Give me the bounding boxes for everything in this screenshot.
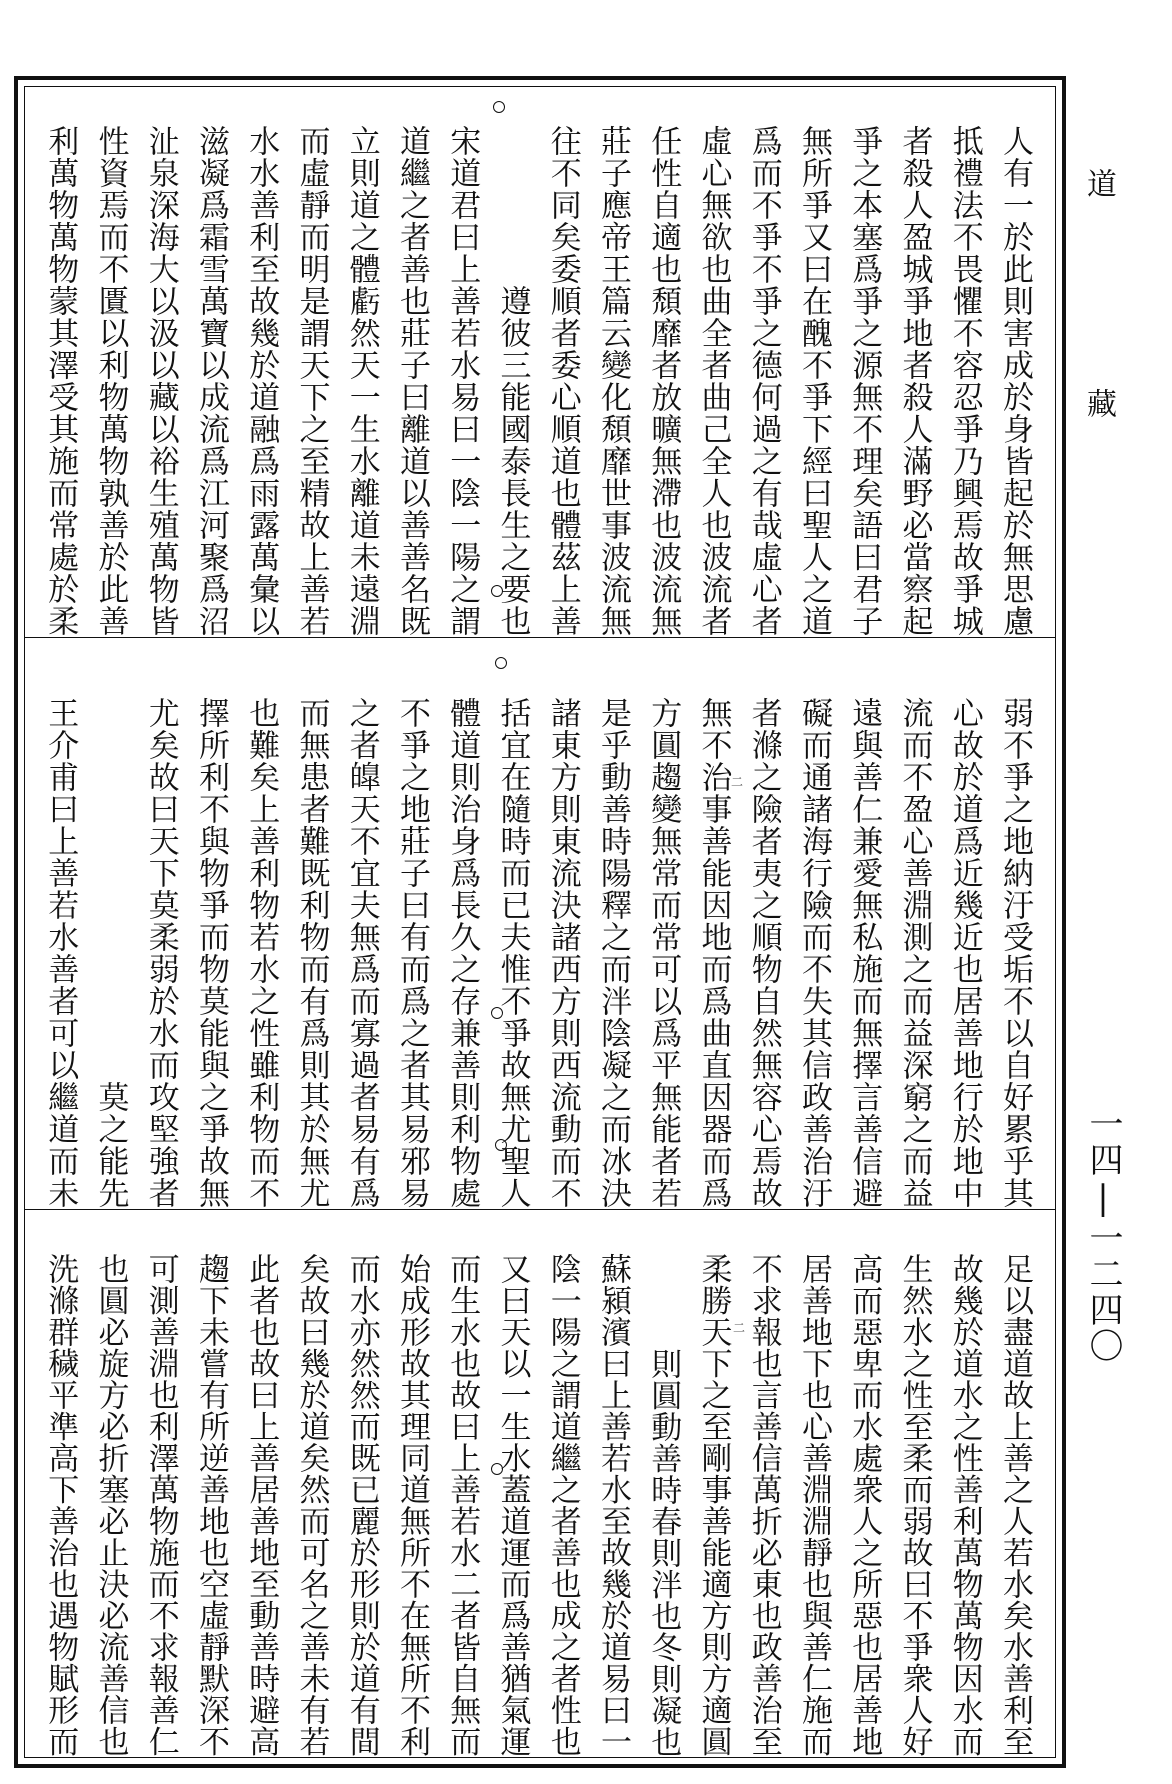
text-column: 性資焉而不匱以利物萬物孰善於此善 [92,125,129,637]
text-column: 諸東方則東流決諸西方則西流動而不 [544,697,581,1209]
text-column: 生然水之性至柔而弱故曰不爭衆人好 [896,1253,933,1757]
text-column: 爲而不爭不爭之德何過之有哉虛心者 [745,125,782,637]
text-column: 弱不爭之地納汙受垢不以自好累乎其 [997,697,1033,1209]
text-column: 人有一於此則害成於身皆起於無思慮 [997,125,1033,637]
section-circle [491,585,503,597]
text-column: 立則道之體虧然天一生水離道未遠淵 [343,125,380,637]
text-column: 道繼之者善也莊子曰離道以善善名既 [394,125,430,637]
text-column: 無不治事善能因地而爲曲直因器而爲 [695,697,732,1209]
section-circle [495,657,507,669]
text-column: 趨下未嘗有所逆善地也空虛靜默深不 [193,1253,229,1757]
text-column: 爭之本塞爲爭之源無不理矣語曰君子 [846,125,883,637]
section-circle [495,1139,507,1151]
text-column: 無所爭又曰在醜不爭下經曰聖人之道 [796,125,832,637]
text-column: 之者皥天不宜夫無爲而寡過者易有爲 [343,697,380,1209]
text-column: 洗滌群穢平準高下善治也遇物賦形而 [42,1253,79,1757]
text-column: 蘇潁濱曰上善若水至故幾於道易曰一 [595,1253,631,1757]
text-column: 而虛靜而明是謂天下之至精故上善若 [293,125,330,637]
text-column: 抵禮法不畏懼不容忍爭乃興焉故爭城 [946,125,983,637]
text-column: 體道則治身爲長久之存兼善則利物處 [444,697,481,1209]
section-circle [491,1007,503,1019]
text-column: 尤矣故曰天下莫柔弱於水而攻堅強者 [142,697,179,1209]
section-circle [491,1463,503,1475]
text-column: 利萬物萬物蒙其澤受其施而常處於柔 [42,125,79,637]
margin-page-number: 一四|一二四〇 [1083,1106,1123,1364]
text-column: 又曰天以一生水蓋道運而爲善猶氣運 [494,1253,531,1757]
text-column: 水水善利至故幾於道融爲雨露萬彙以 [243,125,280,637]
page-frame [14,76,1066,1768]
text-column: 也難矣上善利物若水之性雖利物而不 [243,697,280,1209]
text-column: 任性自適也頹靡者放曠無滯也波流無 [645,125,682,637]
text-column: 虛心無欲也曲全者曲己全人也波流者 [695,125,732,637]
text-column: 礙而通諸海行險而不失其信政善治汙 [796,697,832,1209]
text-column: 擇所利不與物爭而物莫能與之爭故無 [193,697,229,1209]
text-column: 括宜在隨時而已夫惟不爭故無尤聖人 [494,697,531,1209]
text-column: 而水亦然然而既已麗於形則於道有間 [343,1253,380,1757]
text-column: 心故於道爲近幾近也居善地行於地中 [946,697,983,1209]
text-column: 莫之能先 [92,1081,129,1209]
text-column: 王介甫曰上善若水善者可以繼道而未 [42,697,79,1209]
text-column: 沚泉深海大以汲以藏以裕生殖萬物皆 [142,125,179,637]
text-column: 高而惡卑而水處衆人之所惡也居善地 [846,1253,883,1757]
text-column: 滋凝爲霜雪萬寶以成流爲江河聚爲沼 [193,125,229,637]
text-column: 而無患者難既利物而有爲則其於無尤 [293,697,330,1209]
text-column: 始成形故其理同道無所不在無所不利 [394,1253,430,1757]
text-column: 陰一陽之謂道繼之者善也成之者性也 [544,1253,581,1757]
collation-mark: 二 [731,775,744,789]
text-column: 而生水也故曰上善若水二者皆自無而 [444,1253,481,1757]
text-column: 矣故曰幾於道矣然而可名之善未有若 [293,1253,330,1757]
text-column: 不爭之地莊子曰有而爲之者其易邪易 [394,697,430,1209]
text-column: 宋道君曰上善若水易曰一陰一陽之謂 [444,125,481,637]
register-bottom [25,1211,1055,1757]
text-column: 流而不盈心善淵測之而益深窮之而益 [896,697,933,1209]
text-column: 也圓必旋方必折塞必止決必流善信也 [92,1253,129,1757]
register-middle [25,639,1055,1210]
text-column: 故幾於道水之性善利萬物萬物因水而 [946,1253,983,1757]
text-column: 者滌之險者夷之順物自然無容心焉故 [745,697,782,1209]
text-column: 可測善淵也利澤萬物施而不求報善仁 [142,1253,179,1757]
register-top [25,87,1055,638]
text-column: 者殺人盈城爭地者殺人滿野必當察起 [896,125,933,637]
text-column: 莊子應帝王篇云變化頹靡世事波流無 [595,125,631,637]
text-column: 柔勝天下之至剛事善能適方則方適圓 [695,1253,732,1757]
margin-title: 道 藏 [1081,168,1116,498]
text-block [24,86,1056,1758]
text-column: 足以盡道故上善之人若水矣水善利至 [997,1253,1033,1757]
text-column: 是乎動善時陽釋之而泮陰凝之而冰決 [595,697,631,1209]
section-circle [493,101,505,113]
text-column: 居善地下也心善淵淵靜也與善仁施而 [796,1253,832,1757]
text-column: 則圓動善時春則泮也冬則凝也 [645,1347,682,1757]
text-column: 遵彼三能國泰長生之要也 [494,285,531,637]
collation-mark: 二 [733,1321,746,1335]
text-column: 往不同矣委順者委心順道也體茲上善 [544,125,581,637]
text-column: 不求報也言善信萬折必東也政善治至 [745,1253,782,1757]
text-column: 此者也故曰上善居善地至動善時避高 [243,1253,280,1757]
text-column: 方圓趨變無常而常可以爲平無能者若 [645,697,682,1209]
text-column: 遠與善仁兼愛無私施而無擇言善信避 [846,697,883,1209]
